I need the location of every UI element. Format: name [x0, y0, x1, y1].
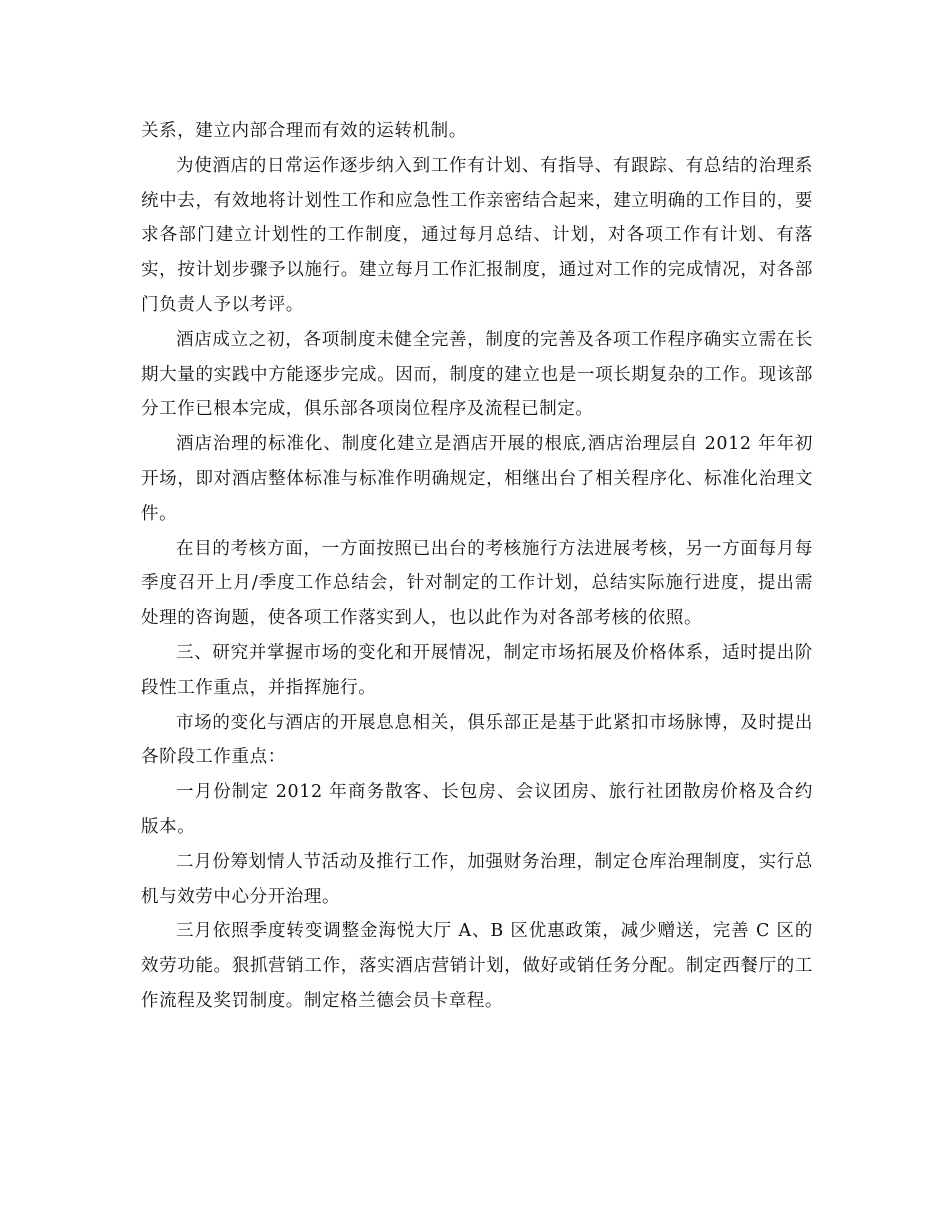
paragraph-february: 二月份筹划情人节活动及推行工作，加强财务治理，制定仓库治理制度，实行总机与效劳中心分开治理。: [141, 851, 813, 907]
paragraph-section-three-heading: 三、研究并掌握市场的变化和开展情况，制定市场拓展及价格体系，适时提出阶段性工作重点，并指挥施行。: [141, 642, 813, 698]
paragraph-continuation: 关系，建立内部合理而有效的运转机制。: [141, 121, 467, 141]
paragraph-january: 一月份制定 2012 年商务散客、长包房、会议团房、旅行社团散房价格及合约版本。: [141, 782, 813, 837]
paragraph-march: 三月依照季度转变调整金海悦大厅 A、B 区优惠政策，减少赠送，完善 C 区的效劳功能。狠抓营销工作，落实酒店营销计划，做好或销任务分配。制定西餐厅的工作流程及奖罚制度。制定格兰德会员卡章程。: [141, 921, 813, 1011]
paragraph-planning-system: 为使酒店的日常运作逐步纳入到工作有计划、有指导、有跟踪、有总结的治理系统中去，有效地将计划性工作和应急性工作亲密结合起来，建立明确的工作目的，要求各部门建立计划性的工作制度，通过每月总结、计划，对各项工作有计划、有落实，按计划步骤予以施行。建立每月工作汇报制度，通过对工作的完成情况，对各部门负责人予以考评。: [141, 155, 813, 315]
paragraph-standardization: 酒店治理的标准化、制度化建立是酒店开展的根底,酒店治理层自 2012 年年初开场，即对酒店整体标准与标准作明确规定，相继出台了相关程序化、标准化治理文件。: [141, 434, 813, 524]
paragraph-market-changes: 市场的变化与酒店的开展息息相关，俱乐部正是基于此紧扣市场脉博，及时提出各阶段工作重点：: [141, 712, 813, 768]
paragraph-rules-establishment: 酒店成立之初，各项制度未健全完善，制度的完善及各项工作程序确实立需在长期大量的实践中方能逐步完成。因而，制度的建立也是一项长期复杂的工作。现该部分工作已根本完成，俱乐部各项岗位程序及流程已制定。: [141, 329, 813, 420]
document-body: [141, 114, 813, 1019]
paragraph-assessment: 在目的考核方面，一方面按照已出台的考核施行方法进展考核，另一方面每月每季度召开上月/季度工作总结会，针对制定的工作计划，总结实际施行进度，提出需处理的咨询题，使各项工作落实到人，也以此作为对各部考核的依照。: [141, 538, 813, 629]
